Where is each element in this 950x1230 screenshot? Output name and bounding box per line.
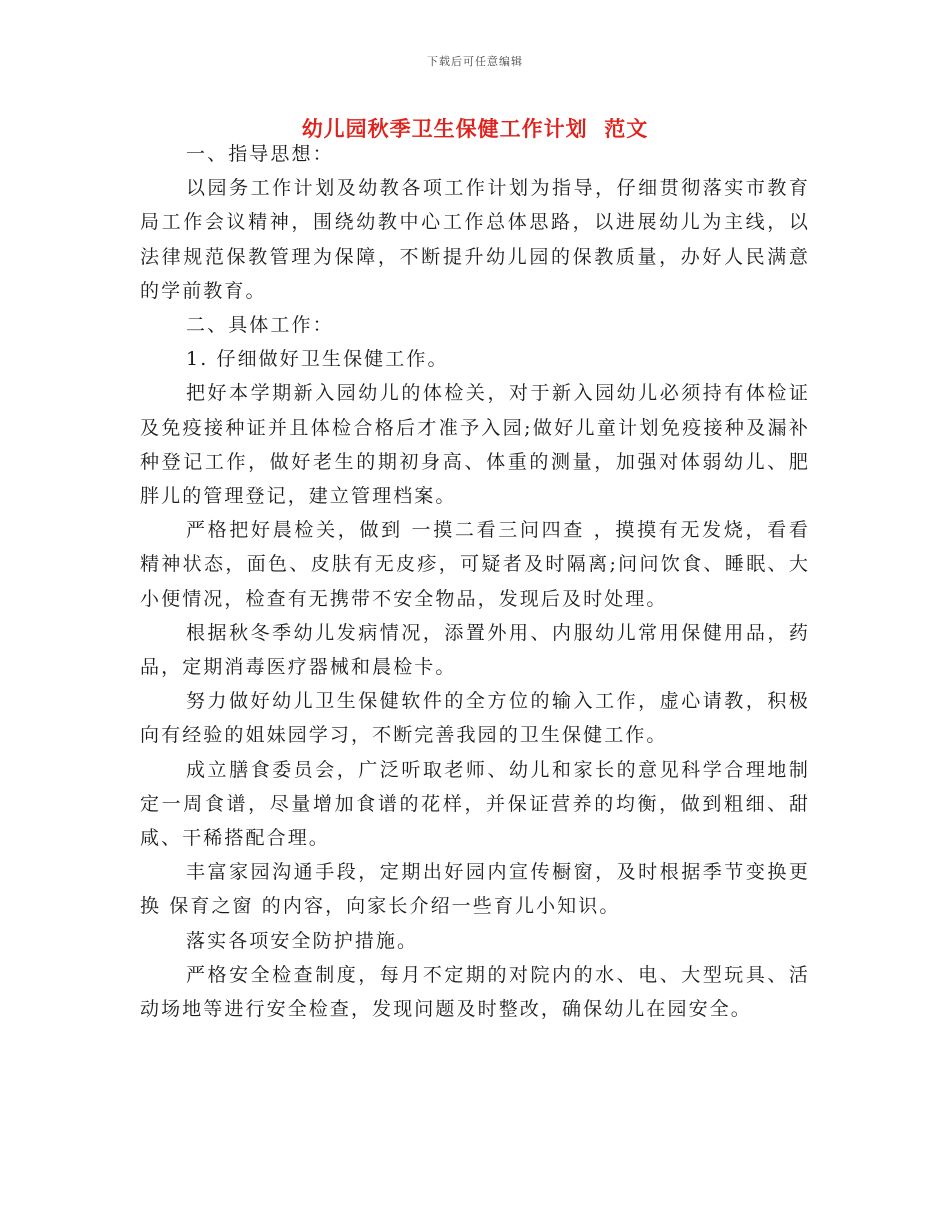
subheading-health-care: 1. 仔细做好卫生保健工作。 [186,348,449,371]
paragraph: 严格安全检查制度，每月不定期的对院内的水、电、大型玩具、活动场地等进行安全检查，发现问题及时整改，确保幼儿在园安全。 [140,963,810,1021]
section-heading-guiding-thought: 一、指导思想： [186,143,334,165]
paragraph: 严格把好晨检关，做到 一摸二看三问四查 ，摸摸有无发烧，看看精神状态，面色、皮肤有无皮疹，可疑者及时隔离;问问饮食、睡眠、大小便情况，检查有无携带不安全物品，发现后及时处理。 [140,519,810,610]
paragraph: 根据秋冬季幼儿发病情况，添置外用、内服幼儿常用保健用品，药品，定期消毒医疗器械和晨检卡。 [140,621,810,679]
document-body [140,137,810,1026]
subheading-safety-measures: 落实各项安全防护措施。 [186,929,419,952]
paragraph: 努力做好幼儿卫生保健软件的全方位的输入工作，虚心请教，积极向有经验的姐妹园学习，不断完善我园的卫生保健工作。 [140,690,810,747]
paragraph: 以园务工作计划及幼教各项工作计划为指导，仔细贯彻落实市教育局工作会议精神，围绕幼教中心工作总体思路，以进展幼儿为主线，以法律规范保教管理为保障，不断提升幼儿园的保教质量，办好人民满意的学前教育。 [140,177,810,302]
paragraph: 丰富家园沟通手段，定期出好园内宣传橱窗，及时根据季节变换更换 保育之窗 的内容，向家长介绍一些育儿小知识。 [140,861,810,918]
paragraph: 成立膳食委员会，广泛听取老师、幼儿和家长的意见科学合理地制定一周食谱，尽量增加食谱的花样，并保证营养的均衡，做到粗细、甜咸、干稀搭配合理。 [140,758,810,850]
document-title: 幼儿园秋季卫生保健工作计划 范文 [301,116,649,141]
paragraph: 把好本学期新入园幼儿的体检关，对于新入园幼儿必须持有体检证及免疫接种证并且体检合格后才准予入园;做好儿童计划免疫接种及漏补种登记工作，做好老生的期初身高、体重的测量，加强对体弱幼儿、肥胖儿的管理登记，建立管理档案。 [140,382,810,508]
section-heading-specific-work: 二、具体工作： [186,314,334,337]
header-note: 下载后可任意编辑 [427,55,523,68]
